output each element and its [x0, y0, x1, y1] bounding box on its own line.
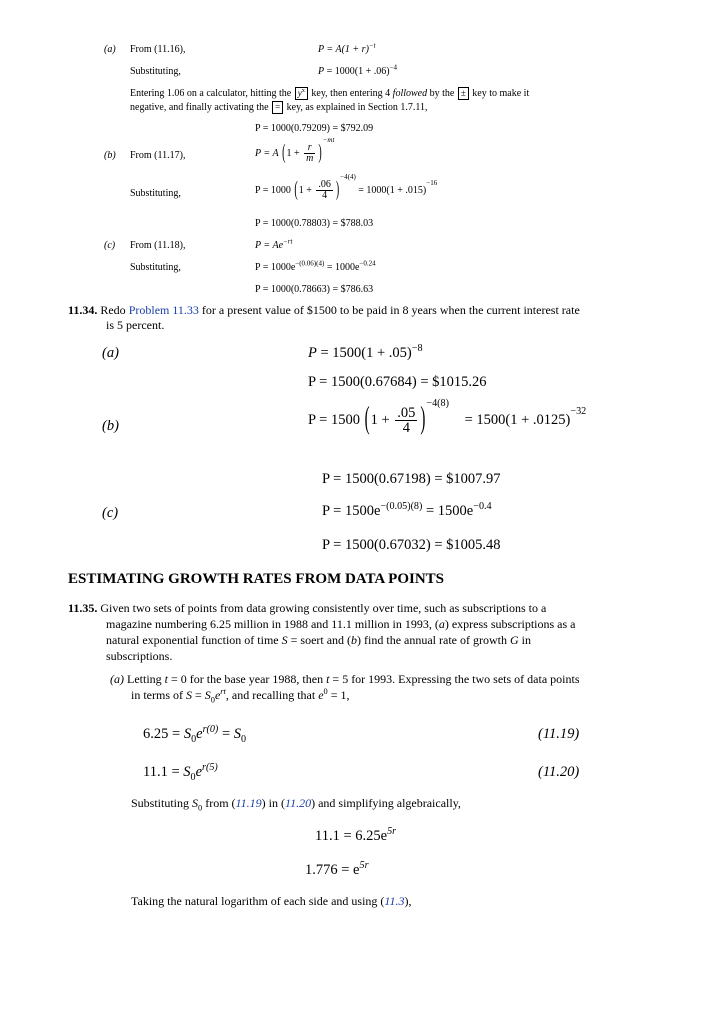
part-b-formula: P = A (1 + $\frac{r}{m}$ )$^{-mt}$ [255, 136, 335, 166]
problem-11-35-line-1: 11.35. Given two sets of points from data growing consistently over time, such as subscriptions to a [68, 601, 547, 615]
p1134-b-label: (b) [102, 418, 119, 434]
part-b-subst-label: Substituting, [130, 188, 181, 199]
p1134-c-label: (c) [102, 505, 119, 521]
p1134-a-eq2: P = 1500(0.67684) = $1015.26 [308, 374, 487, 390]
section-heading: ESTIMATING GROWTH RATES FROM DATA POINTS [68, 571, 445, 587]
taking-log-line: Taking the natural logarithm of each side and using (11.3), [131, 894, 412, 908]
equation-11-20: $11.1 = S_0e^{r(5)}$ [143, 762, 218, 783]
problem-11-35-line-4: subscriptions. [106, 649, 173, 663]
p1135-a-line-1: (a) Letting t = 0 for the base year 1988, then t = 5 for 1993. Expressing the two sets of data points [110, 672, 580, 686]
part-b-result: P = 1000(0.78803) = $788.03 [255, 218, 374, 229]
problem-11-35-line-3: natural exponential function of time S = soert and (b) find the annual rate of growth G in [106, 633, 532, 647]
part-b-from: From (11.17), [130, 150, 186, 161]
part-a-label: (a) [104, 44, 116, 55]
part-c-subst-label: Substituting, [130, 262, 181, 273]
p1134-c-eq1: $P = 1500e^{-(0.05)(8)} = 1500e^{-0.4}$ [322, 501, 492, 519]
equation-number-11-19: (11.19) [538, 726, 580, 742]
part-c-subst: $P = 1000e^{-(0.06)(4)} = 1000e^{-0.24}$ [255, 259, 376, 273]
eq-11-20-link[interactable]: 11.20 [284, 796, 312, 810]
eq-11-3-link[interactable]: 11.3 [384, 894, 405, 908]
part-c-label: (c) [104, 240, 116, 251]
p1135-a-line-2: in terms of $S = S_0e^{rt}$, and recalling that $e^0 = 1$, [131, 687, 350, 705]
problem-11-35-line-2: magazine numbering 6.25 million in 1988 and 11.1 million in 1993, (a) express subscriptions as a [106, 617, 576, 631]
entering-line-2: negative, and finally activating the = key, as explained in Section 1.7.11, [130, 102, 428, 113]
equals-key-icon: = [272, 101, 283, 114]
equation-11-19: $6.25 = S_0e^{r(0)} = S_0$ [143, 724, 247, 745]
part-b-label: (b) [104, 150, 116, 161]
part-c-result: P = 1000(0.78663) = $786.63 [255, 284, 374, 295]
p1134-b-eq1: P = 1500 (1 + $\frac{.05}{4}$ )$^{-4(8)} = 1500(1 + .0125)^{-32}$ [308, 398, 587, 437]
part-c-from: From (11.18), [130, 240, 186, 251]
p1134-b-eq2: P = 1500(0.67198) = $1007.97 [322, 471, 501, 487]
problem-11-34-line-1: 11.34. Redo Problem 11.33 for a present value of $1500 to be paid in 8 years when the current interest rate [68, 303, 580, 317]
problem-11-34-line-2: is 5 percent. [106, 318, 165, 332]
problem-11-33-link[interactable]: Problem 11.33 [128, 303, 199, 317]
plus-minus-key-icon: ± [458, 87, 469, 100]
equation-step-a: $11.1 = 6.25e^{5r}$ [315, 826, 397, 844]
part-b-subst: P = 1000 (1 + $\frac{.06}{4}$ )$^{-4(4)} = 1000(1 + .015)^{-16}$ [255, 173, 438, 203]
part-a-formula: $P = A(1 + r)^{-t}$ [318, 41, 376, 55]
p1134-a-eq1: $P = 1500(1 + .05)^{-8}$ [308, 343, 423, 361]
p1134-a-label: (a) [102, 345, 119, 361]
equation-step-b: $1.776 = e^{5r}$ [305, 860, 369, 878]
entering-line-1: Entering 1.06 on a calculator, hitting the $y^x$ key, then entering 4 followed by the ± key to make it [130, 87, 530, 99]
substituting-line: Substituting $S_0$ from (11.19) in (11.20) and simplifying algebraically, [131, 796, 461, 813]
yx-key-icon: $y^x$ [295, 87, 308, 100]
part-a-subst: $P = 1000(1 + .06)^{-4}$ [318, 63, 398, 77]
part-a-from: From (11.16), [130, 44, 186, 55]
p1134-c-eq2: P = 1500(0.67032) = $1005.48 [322, 537, 501, 553]
part-a-result: P = 1000(0.79209) = $792.09 [255, 123, 374, 134]
eq-11-19-link[interactable]: 11.19 [235, 796, 262, 810]
equation-number-11-20: (11.20) [538, 764, 580, 780]
part-c-formula: $P = Ae^{-rt}$ [255, 237, 293, 251]
part-a-subst-label: Substituting, [130, 66, 181, 77]
